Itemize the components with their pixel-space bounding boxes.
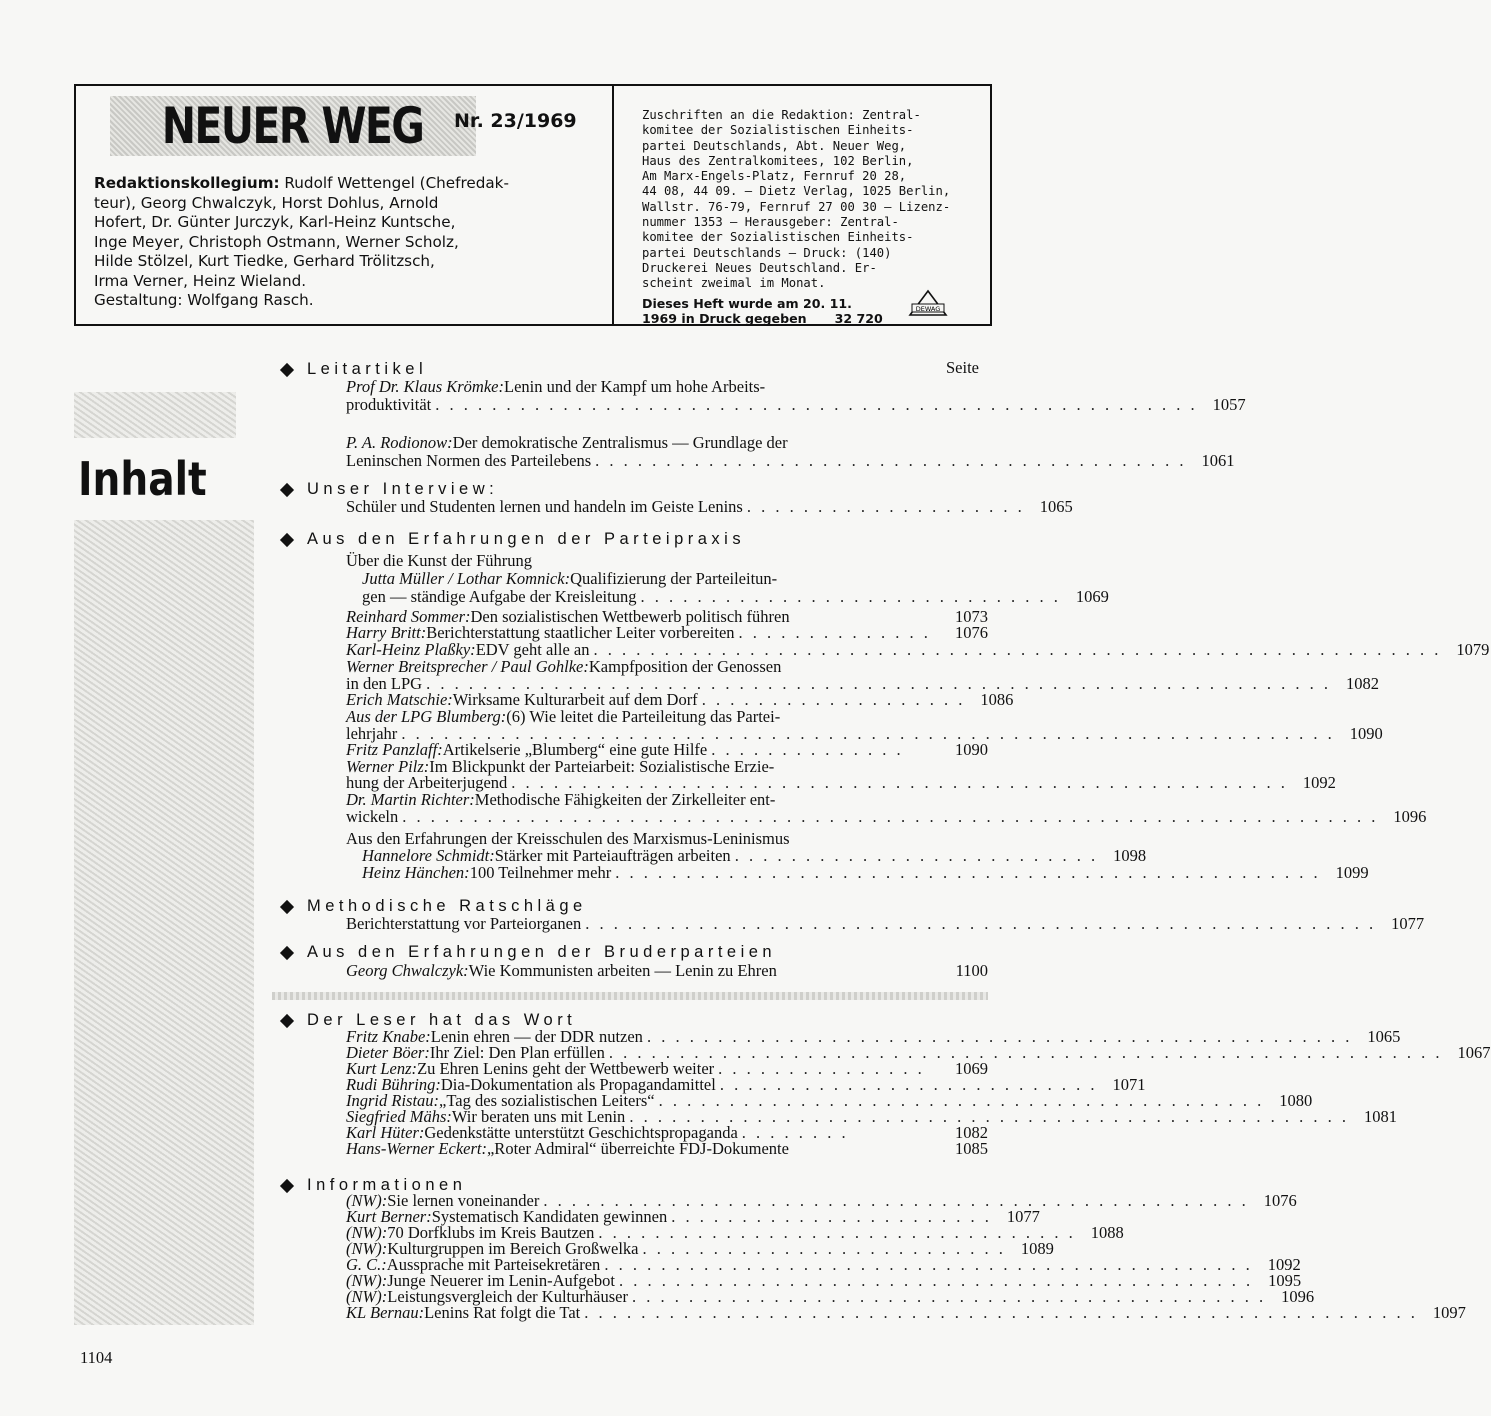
issue-number: Nr. 23/1969 [454, 110, 577, 132]
imprint-line: partei Deutschlands — Druck: (140) [642, 245, 892, 260]
toc-entry: gen — ständige Aufgabe der Kreisleitung . . . . . . . . . . . . . . . . . . . . . . . . . . . . . . 1069 [362, 587, 1109, 606]
staff-line: teur), Georg Chwalczyk, Horst Dohlus, Arnold [94, 193, 439, 212]
section-title: Leitartikel [307, 360, 428, 378]
toc-entry: (NW): Sie lernen voneinander . . . . . . . . . . . . . . . . . . . . . . . . . . . . . . . . . . . . . . . . . . . . . . . . . . 1076 [346, 1191, 1297, 1210]
staff-line: Gestaltung: Wolfgang Rasch. [94, 291, 314, 309]
toc-entry: G. C.: Aussprache mit Parteisekretären . . . . . . . . . . . . . . . . . . . . . . . . . . . . . . . . . . . . . . . . . . . . . . 1092 [346, 1255, 1301, 1274]
stamp-text: DEWAG [915, 305, 941, 313]
diamond-bullet-icon [280, 362, 294, 376]
section-title: Unser Interview: [307, 480, 499, 498]
imprint-line: partei Deutschlands, Abt. Neuer Weg, [642, 138, 907, 153]
staff-line: Rudolf Wettengel (Chefredak- [279, 174, 509, 192]
toc-entry: Leninschen Normen des Parteilebens . . . . . . . . . . . . . . . . . . . . . . . . . . . . . . . . . . . . . . . . . . 1061 [346, 451, 1235, 470]
toc-entry: Fritz Panzlaff: Artikelserie „Blumberg“ eine gute Hilfe . . . . . . . . . . . . . . 1090 [346, 740, 988, 759]
section-title: Informationen [307, 1176, 467, 1194]
imprint-line: Haus des Zentralkomitees, 102 Berlin, [642, 153, 914, 168]
imprint-line: Am Marx-Engels-Platz, Fernruf 20 28, [642, 169, 907, 184]
toc-entry: wickeln . . . . . . . . . . . . . . . . . . . . . . . . . . . . . . . . . . . . . . . . . . . . . . . . . . . . . . . . . . . . . . . . . . . . . 1096 [346, 807, 1427, 826]
toc-entry: (NW): Kulturgruppen im Bereich Großwelka . . . . . . . . . . . . . . . . . . . . . . . . . . 1089 [346, 1239, 1054, 1258]
imprint-line: Druckerei Neues Deutschland. Er- [642, 260, 877, 275]
print-number: 32 720 [834, 310, 883, 326]
toc-entry: Kurt Berner: Systematisch Kandidaten gewinnen . . . . . . . . . . . . . . . . . . . . . . . 1077 [346, 1207, 1040, 1226]
toc-entry: Heinz Hänchen: 100 Teilnehmer mehr . . . . . . . . . . . . . . . . . . . . . . . . . . . . . . . . . . . . . . . . . . . . . . . . . . 1099 [362, 863, 1369, 882]
imprint-line: Wallstr. 76-79, Fernruf 27 00 30 — Lizenz- [642, 199, 951, 214]
print-note-date: 1969 in Druck gegeben [642, 310, 807, 326]
toc-entry: Hannelore Schmidt: Stärker mit Parteiaufträgen arbeiten . . . . . . . . . . . . . . . . . . . . . . . . . . 1098 [362, 846, 1147, 865]
toc-entry: Werner Pilz: Im Blickpunkt der Parteiarbeit: Sozialistische Erzie- [346, 757, 775, 776]
toc-entry: Fritz Knabe: Lenin ehren — der DDR nutzen . . . . . . . . . . . . . . . . . . . . . . . . . . . . . . . . . . . . . . . . . . . . . . . . . . 1065 [346, 1027, 1401, 1046]
diamond-bullet-icon [280, 899, 294, 913]
staff-line: Irma Verner, Heinz Wieland. [94, 271, 307, 290]
toc-entry: Aus der LPG Blumberg: (6) Wie leitet die Parteileitung das Partei- [346, 707, 781, 726]
toc-entry: Karl-Heinz Plaßky: EDV geht alle an . . . . . . . . . . . . . . . . . . . . . . . . . . . . . . . . . . . . . . . . . . . . . . . . . . . . . . . . . . . . 1079 [346, 640, 1490, 659]
toc-entry: Reinhard Sommer: Den sozialistischen Wettbewerb politisch führen 1073 [346, 607, 988, 626]
toc-entry: Dieter Böer: Ihr Ziel: Den Plan erfüllen . . . . . . . . . . . . . . . . . . . . . . . . . . . . . . . . . . . . . . . . . . . . . . . . . . . . . . . . . . . 1067 [346, 1043, 1491, 1062]
diamond-bullet-icon [280, 945, 294, 959]
seite-label: Seite [946, 358, 979, 377]
diamond-bullet-icon [280, 532, 294, 546]
toc-entry: Georg Chwalczyk: Wie Kommunisten arbeiten — Lenin zu Ehren 1100 [346, 961, 988, 980]
toc-entry: Berichterstattung vor Parteiorganen . . . . . . . . . . . . . . . . . . . . . . . . . . . . . . . . . . . . . . . . . . . . . . . . . . . . . . . . 1077 [346, 914, 1425, 933]
page-number: 1104 [80, 1348, 113, 1367]
toc-entry: produktivität . . . . . . . . . . . . . . . . . . . . . . . . . . . . . . . . . . . . . . . . . . . . . . . . . . . . . . 1057 [346, 395, 1246, 414]
section-title: Aus den Erfahrungen der Parteipraxis [307, 530, 746, 548]
toc-entry: Siegfried Mähs: Wir beraten uns mit Lenin . . . . . . . . . . . . . . . . . . . . . . . . . . . . . . . . . . . . . . . . . . . . . . . . . . . 1081 [346, 1107, 1397, 1126]
toc-subheading: Aus den Erfahrungen der Kreisschulen des Marxismus-Leninismus [346, 829, 790, 848]
toc-entry: Erich Matschie: Wirksame Kulturarbeit auf dem Dorf . . . . . . . . . . . . . . . . . . . 1086 [346, 690, 1014, 709]
toc-entry: P. A. Rodionow: Der demokratische Zentralismus — Grundlage der [346, 433, 788, 452]
imprint-line: komitee der Sozialistischen Einheits- [642, 230, 914, 245]
toc-entry: Jutta Müller / Lothar Komnick: Qualifizierung der Parteileitun- [362, 569, 778, 588]
toc-entry: Kurt Lenz: Zu Ehren Lenins geht der Wettbewerb weiter . . . . . . . . . . . . . . . 1069 [346, 1059, 988, 1078]
toc-entry: Ingrid Ristau: „Tag des sozialistischen Leiters“ . . . . . . . . . . . . . . . . . . . . . . . . . . . . . . . . . . . . . . . . . . . 1080 [346, 1091, 1313, 1110]
toc-entry: Rudi Bühring: Dia-Dokumentation als Propagandamittel . . . . . . . . . . . . . . . . . . . . . . . . . . . 1071 [346, 1075, 1146, 1094]
imprint-line: komitee der Sozialistischen Einheits- [642, 123, 914, 138]
staff-line: Inge Meyer, Christoph Ostmann, Werner Scholz, [94, 232, 459, 251]
imprint-line: Zuschriften an die Redaktion: Zentral- [642, 108, 921, 122]
diamond-bullet-icon [280, 1178, 294, 1192]
staff-line: Hilde Stölzel, Kurt Tiedke, Gerhard Trölitzsch, [94, 252, 435, 270]
toc-entry: (NW): 70 Dorfklubs im Kreis Bautzen . . . . . . . . . . . . . . . . . . . . . . . . . . . . . . . . . . 1088 [346, 1223, 1124, 1242]
toc-entry: Hans-Werner Eckert: „Roter Admiral“ überreichte FDJ-Dokumente 1085 [346, 1139, 988, 1158]
diamond-bullet-icon [280, 1013, 294, 1027]
imprint-line: nummer 1353 — Herausgeber: Zentral- [642, 215, 899, 230]
toc-entry: Werner Breitsprecher / Paul Gohlke: Kampfposition der Genossen [346, 657, 782, 676]
toc-entry: Karl Hüter: Gedenkstätte unterstützt Geschichtspropaganda . . . . . . . . 1082 [346, 1123, 988, 1142]
toc-entry: (NW): Leistungsvergleich der Kulturhäuser . . . . . . . . . . . . . . . . . . . . . . . . . . . . . . . . . . . . . . . . . . . . . 1096 [346, 1287, 1315, 1306]
section-separator [272, 992, 988, 1000]
toc-entry: KL Bernau: Lenins Rat folgt die Tat . . . . . . . . . . . . . . . . . . . . . . . . . . . . . . . . . . . . . . . . . . . . . . . . . . . . . . . . . . . 1097 [346, 1303, 1466, 1322]
toc-entry: (NW): Junge Neuerer im Lenin-Aufgebot . . . . . . . . . . . . . . . . . . . . . . . . . . . . . . . . . . . . . . . . . . . . . 1095 [346, 1271, 1302, 1290]
imprint-line: 44 08, 44 09. — Dietz Verlag, 1025 Berlin, [642, 184, 951, 199]
section-title: Der Leser hat das Wort [307, 1011, 577, 1029]
toc-entry: in den LPG . . . . . . . . . . . . . . . . . . . . . . . . . . . . . . . . . . . . . . . . . . . . . . . . . . . . . . . . . . . . . . . . 1082 [346, 674, 1379, 693]
logo-text: NEUER WEG [162, 97, 424, 155]
print-note: Dieses Heft wurde am 20. 11. [642, 295, 852, 311]
section-title: Methodische Ratschläge [307, 897, 587, 915]
toc-entry: Schüler und Studenten lernen und handeln im Geiste Lenins . . . . . . . . . . . . . . . . . . . . 1065 [346, 497, 1073, 516]
staff-label: Redaktionskollegium: [94, 174, 280, 192]
staff-line: Hofert, Dr. Günter Jurczyk, Karl-Heinz Kuntsche, [94, 213, 456, 231]
section-title: Aus den Erfahrungen der Bruderparteien [307, 943, 777, 961]
toc-entry: hung der Arbeiterjugend . . . . . . . . . . . . . . . . . . . . . . . . . . . . . . . . . . . . . . . . . . . . . . . . . . . . . . . 1092 [346, 773, 1336, 792]
toc-entry: Dr. Martin Richter: Methodische Fähigkeiten der Zirkelleiter ent- [346, 790, 776, 809]
diamond-bullet-icon [280, 482, 294, 496]
section-heading [282, 943, 776, 962]
toc-entry: Prof Dr. Klaus Krömke: Lenin und der Kampf um hohe Arbeits- [346, 377, 766, 396]
section-heading [282, 530, 745, 549]
toc-subheading: Über die Kunst der Führung [346, 551, 533, 570]
imprint-line: scheint zweimal im Monat. [642, 276, 826, 291]
contents-heading: Inhalt [78, 452, 207, 506]
toc-entry: Harry Britt: Berichterstattung staatlicher Leiter vorbereiten . . . . . . . . . . . . . . 1076 [346, 623, 988, 642]
toc-entry: lehrjahr . . . . . . . . . . . . . . . . . . . . . . . . . . . . . . . . . . . . . . . . . . . . . . . . . . . . . . . . . . . . . . . . . . 1090 [346, 724, 1383, 743]
